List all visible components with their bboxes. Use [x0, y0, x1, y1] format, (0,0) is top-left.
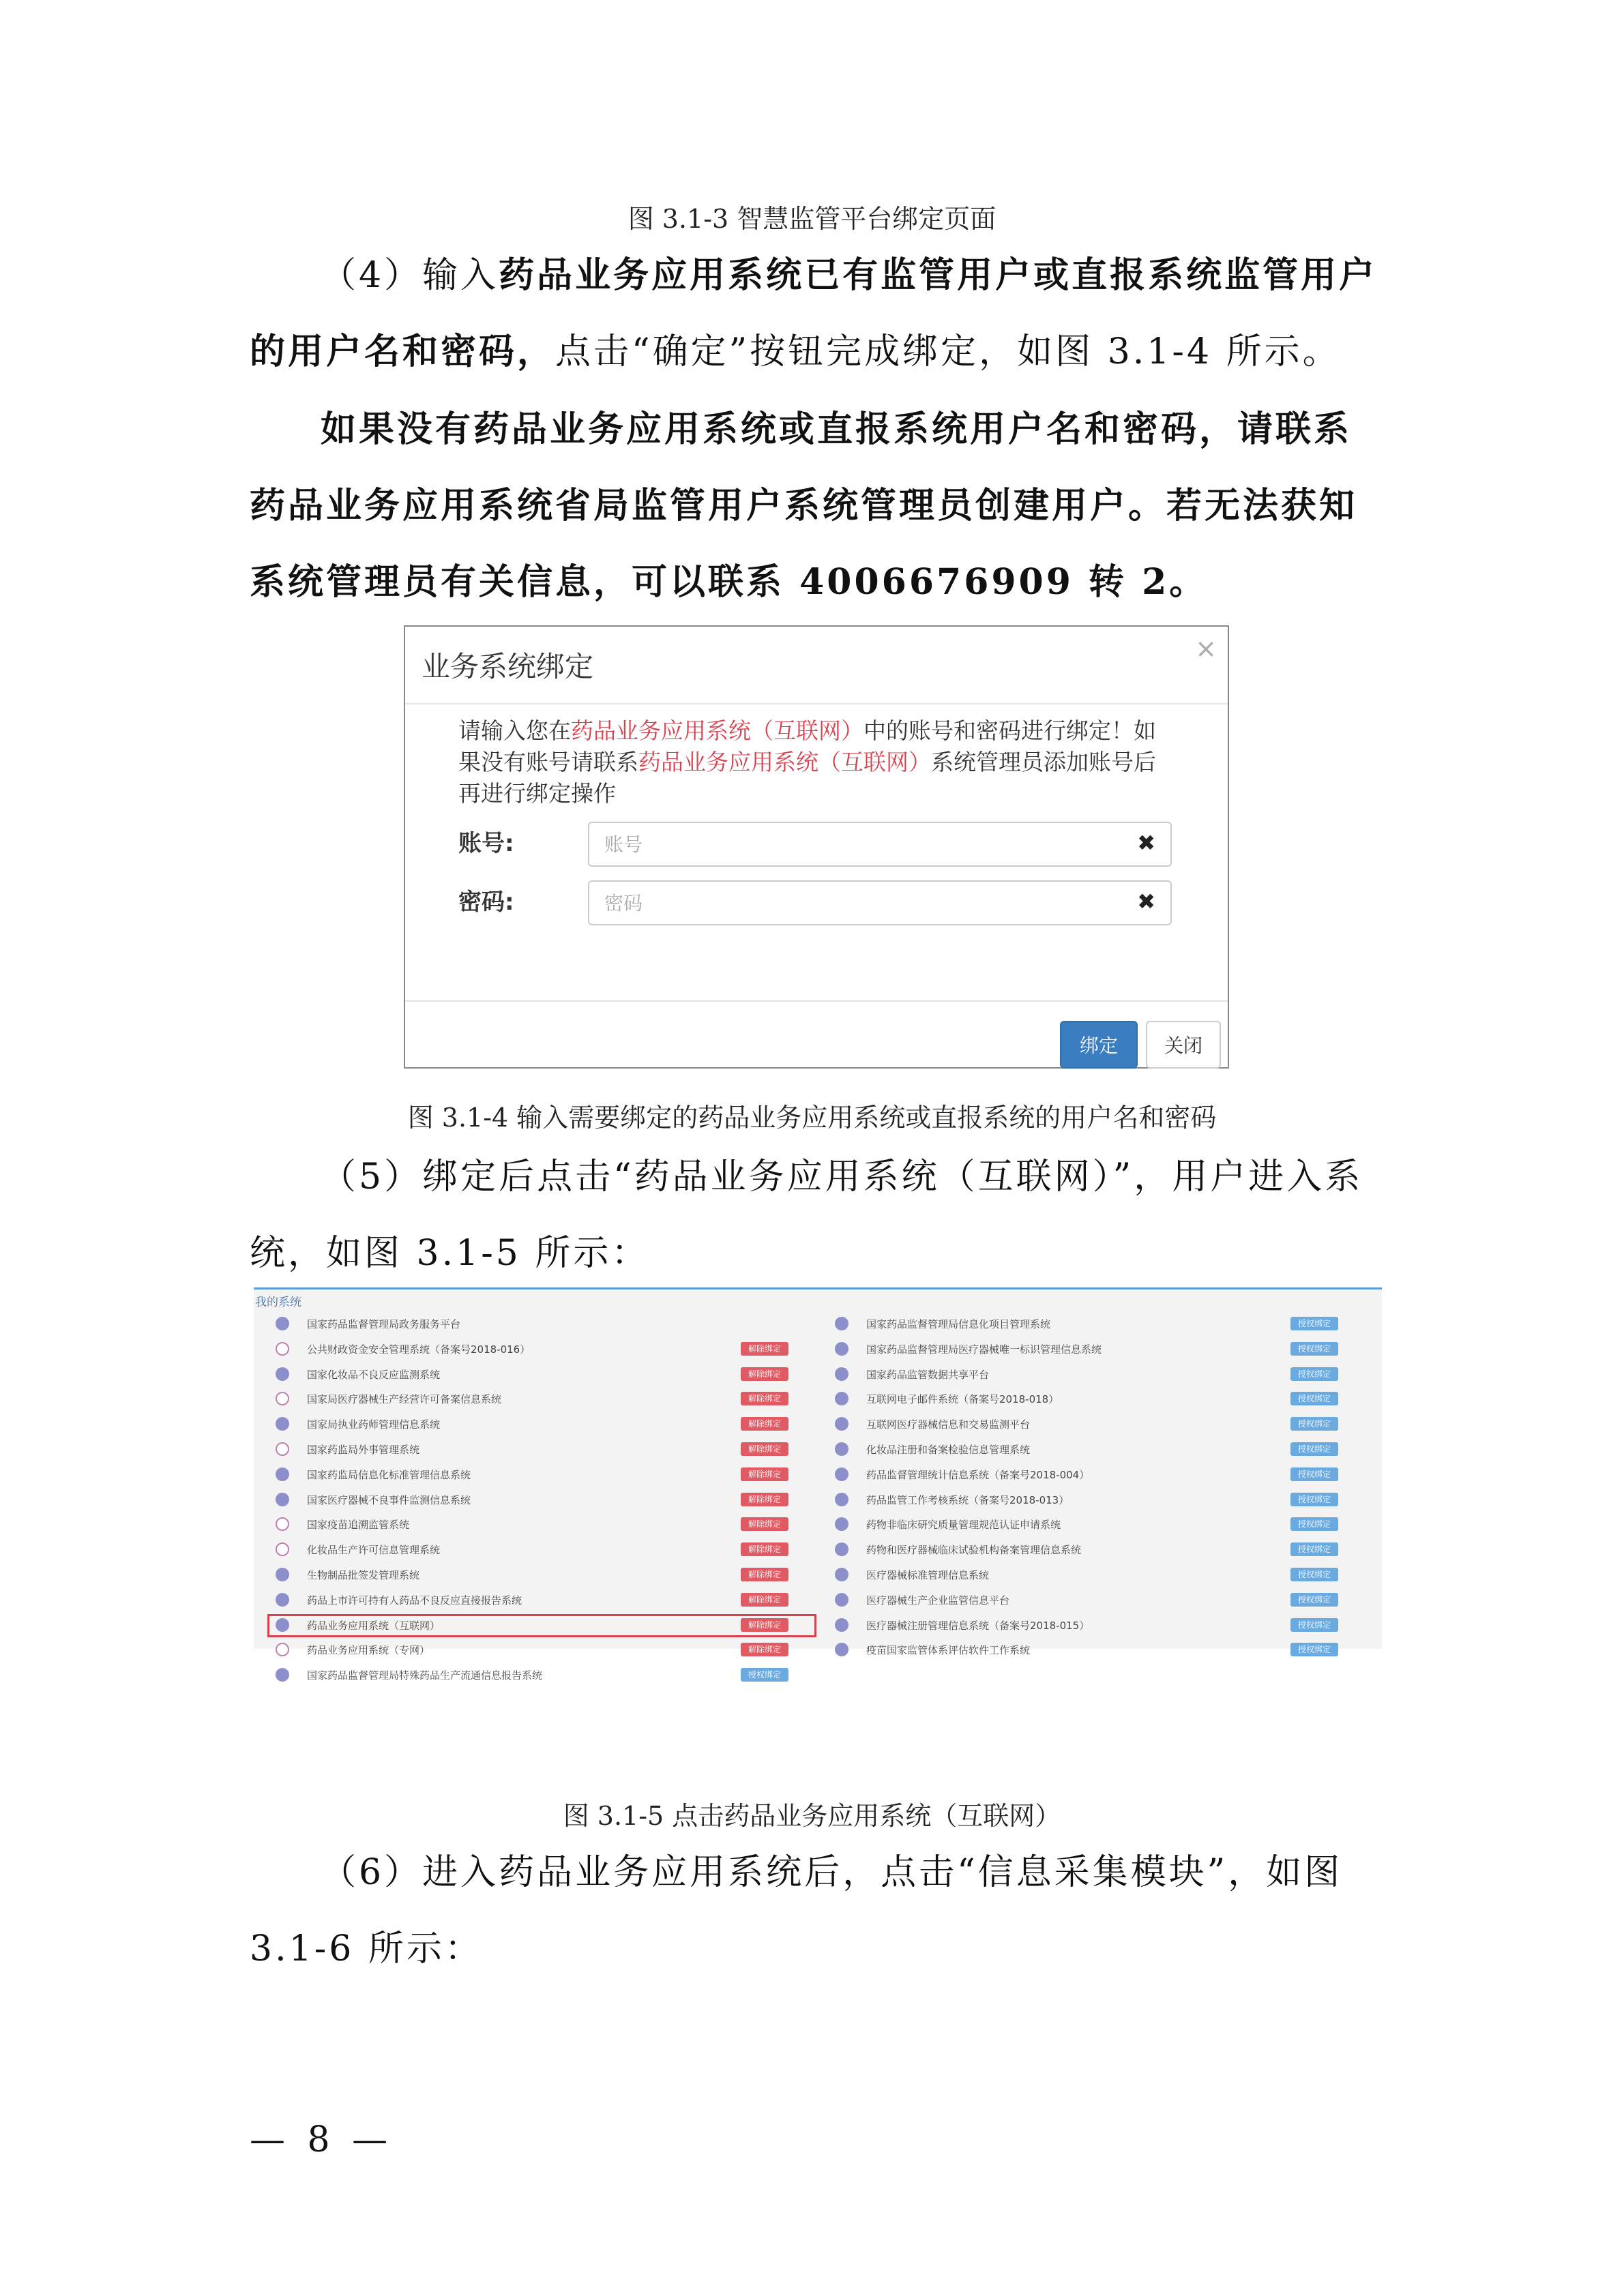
system-list-screenshot	[254, 1287, 1382, 1682]
system-icon	[276, 1442, 289, 1456]
system-icon	[835, 1618, 848, 1632]
system-list-item[interactable]	[254, 1337, 793, 1362]
dialog-header	[405, 627, 1228, 704]
system-list-right-column	[813, 1311, 1352, 1663]
auth-bind-button[interactable]: 授权绑定	[1290, 1568, 1338, 1581]
auth-bind-button[interactable]: 授权绑定	[1290, 1392, 1338, 1405]
auth-bind-button[interactable]: 授权绑定	[1290, 1517, 1338, 1531]
system-list-item[interactable]	[813, 1412, 1352, 1437]
system-list-item[interactable]	[813, 1562, 1352, 1587]
system-list-title: 我的系统	[255, 1296, 301, 1309]
system-name[interactable]: 医疗器械标准管理信息系统	[866, 1568, 990, 1581]
system-list-item[interactable]	[254, 1386, 793, 1412]
message-text: 请输入您在	[458, 717, 571, 744]
auth-bind-button[interactable]: 授权绑定	[1290, 1417, 1338, 1431]
system-icon	[835, 1317, 848, 1330]
auth-bind-button[interactable]: 授权绑定	[1290, 1618, 1338, 1632]
unbind-button[interactable]: 解除绑定	[741, 1417, 788, 1431]
system-icon	[276, 1593, 289, 1607]
system-name[interactable]: 国家疫苗追溯监管系统	[307, 1519, 410, 1532]
unbind-button[interactable]: 解除绑定	[741, 1593, 788, 1607]
system-icon	[276, 1317, 289, 1330]
system-list-item[interactable]	[813, 1311, 1352, 1337]
system-icon	[835, 1467, 848, 1481]
system-list-item[interactable]	[813, 1362, 1352, 1387]
system-list-item[interactable]	[813, 1537, 1352, 1562]
unbind-button[interactable]: 解除绑定	[741, 1342, 788, 1356]
system-list-item[interactable]	[813, 1462, 1352, 1487]
system-name[interactable]: 医疗器械注册管理信息系统（备案号2018-015）	[866, 1619, 1090, 1632]
unbind-button[interactable]: 解除绑定	[741, 1367, 788, 1381]
system-icon	[835, 1442, 848, 1456]
system-list-item[interactable]	[813, 1386, 1352, 1412]
unbind-button[interactable]: 解除绑定	[741, 1643, 788, 1656]
system-icon	[276, 1643, 289, 1656]
unbind-button[interactable]: 解除绑定	[741, 1542, 788, 1556]
unbind-button[interactable]: 解除绑定	[741, 1568, 788, 1581]
figure-caption-3-1-5: 图 3.1-5 点击药品业务应用系统（互联网）	[563, 1801, 1061, 1831]
paragraph-note: 如果没有药品业务应用系统或直报系统用户名和密码，请联系药品业务应用系统省局监管用户系统管理员创建用户。若无法获知系统管理员有关信息，可以联系 4006676909 转 2。	[250, 408, 1358, 603]
system-icon	[276, 1542, 289, 1556]
step4-suffix: 点击“确定”按钮完成绑定，如图 3.1-4 所示。	[555, 331, 1341, 372]
message-highlight: 药品业务应用系统（互联网）	[571, 717, 863, 744]
system-name[interactable]: 药物和医疗器械临床试验机构备案管理信息系统	[866, 1544, 1082, 1557]
auth-bind-button[interactable]: 授权绑定	[1290, 1643, 1338, 1656]
auth-bind-button[interactable]: 授权绑定	[1290, 1442, 1338, 1456]
system-list-item[interactable]	[254, 1613, 793, 1638]
system-name[interactable]: 公共财政资金安全管理系统（备案号2018-016）	[307, 1343, 531, 1356]
system-name[interactable]: 医疗器械生产企业监管信息平台	[866, 1594, 1010, 1607]
system-list-item[interactable]	[254, 1437, 793, 1462]
unbind-button[interactable]: 解除绑定	[741, 1392, 788, 1405]
system-icon	[276, 1467, 289, 1481]
auth-bind-button[interactable]: 授权绑定	[1290, 1342, 1338, 1356]
step4-prefix: （4）输入	[321, 255, 499, 296]
system-name[interactable]: 药品监管工作考核系统（备案号2018-013）	[866, 1493, 1069, 1506]
dialog-message	[458, 715, 1168, 809]
system-name[interactable]: 国家药监局外事管理系统	[307, 1443, 420, 1456]
password-input[interactable]	[589, 882, 1124, 924]
message-text: 系统管理员添加账号后再进行绑定操作	[458, 749, 1156, 807]
figure-caption-3-1-4: 图 3.1-4 输入需要绑定的药品业务应用系统或直报系统的用户名和密码	[407, 1103, 1217, 1133]
system-list-item[interactable]	[254, 1587, 793, 1613]
system-name[interactable]: 国家药品监督管理局特殊药品生产流通信息报告系统	[307, 1669, 543, 1682]
system-list-item[interactable]	[254, 1412, 793, 1437]
system-icon	[276, 1392, 289, 1405]
system-name[interactable]: 国家局执业药师管理信息系统	[307, 1418, 441, 1431]
close-button[interactable]: 关闭	[1146, 1021, 1221, 1069]
auth-bind-button[interactable]: 授权绑定	[1290, 1317, 1338, 1330]
unbind-button[interactable]: 解除绑定	[741, 1517, 788, 1531]
bind-dialog-screenshot	[404, 625, 1229, 1069]
system-name[interactable]: 疫苗国家监管体系评估软件工作系统	[866, 1644, 1031, 1657]
close-icon[interactable]: ×	[1195, 633, 1217, 664]
system-name[interactable]: 药品上市许可持有人药品不良反应直接报告系统	[307, 1594, 522, 1607]
system-name[interactable]: 药品业务应用系统（专网）	[307, 1644, 430, 1657]
password-label: 密码:	[458, 889, 514, 916]
system-name[interactable]: 国家局医疗器械生产经营许可备案信息系统	[307, 1393, 502, 1406]
system-icon	[835, 1392, 848, 1405]
system-name[interactable]: 生物制品批签发管理系统	[307, 1568, 420, 1581]
system-list-item[interactable]	[813, 1613, 1352, 1638]
system-list-item[interactable]	[254, 1512, 793, 1537]
system-list-item[interactable]	[254, 1537, 793, 1562]
auth-bind-button[interactable]: 授权绑定	[1290, 1367, 1338, 1381]
system-name[interactable]: 互联网电子邮件系统（备案号2018-018）	[866, 1393, 1059, 1406]
system-icon	[835, 1568, 848, 1581]
unbind-button[interactable]: 解除绑定	[741, 1493, 788, 1506]
account-label: 账号:	[458, 830, 514, 857]
unbind-button[interactable]: 解除绑定	[741, 1467, 788, 1481]
step4-bold-text: 药品业务应用系统已有监管用户或直报系统监管用户的用户名和密码，	[250, 254, 1378, 372]
dialog-title: 业务系统绑定	[422, 650, 594, 683]
bind-button[interactable]: 绑定	[1060, 1021, 1138, 1069]
system-list-item[interactable]	[813, 1637, 1352, 1663]
system-icon	[276, 1367, 289, 1381]
system-name[interactable]: 国家药品监管数据共享平台	[866, 1368, 990, 1381]
system-list-item[interactable]	[254, 1663, 793, 1688]
paragraph-step-5: （5）绑定后点击“药品业务应用系统（互联网）”，用户进入系统，如图 3.1-5 所示：	[250, 1157, 1363, 1274]
system-name[interactable]: 国家药品监督管理局医疗器械唯一标识管理信息系统	[866, 1343, 1102, 1356]
page-number: — 8 —	[250, 2119, 394, 2160]
message-text: 中的账号和密码进行绑定！如果没有账号请联系	[458, 717, 1156, 775]
system-list-item[interactable]	[254, 1562, 793, 1587]
system-list-item[interactable]	[254, 1362, 793, 1387]
paragraph-step-6: （6）进入药品业务应用系统后，点击“信息采集模块”，如图 3.1-6 所示：	[250, 1852, 1343, 1969]
system-icon	[835, 1367, 848, 1381]
system-name[interactable]: 国家药品监督管理局信息化项目管理系统	[866, 1318, 1051, 1330]
system-icon	[835, 1593, 848, 1607]
paragraph-step-4	[250, 237, 1383, 390]
system-icon	[276, 1342, 289, 1356]
dialog-footer	[405, 1000, 1228, 1002]
system-list-item[interactable]	[813, 1337, 1352, 1362]
system-icon	[835, 1342, 848, 1356]
system-icon	[276, 1493, 289, 1506]
system-icon	[276, 1668, 289, 1682]
system-list-item[interactable]	[813, 1512, 1352, 1537]
selection-highlight	[267, 1614, 816, 1637]
system-list-item[interactable]	[813, 1487, 1352, 1512]
system-list-item[interactable]	[254, 1311, 793, 1337]
system-name[interactable]: 国家医疗器械不良事件监测信息系统	[307, 1493, 471, 1506]
system-name[interactable]: 国家化妆品不良反应监测系统	[307, 1368, 441, 1381]
system-list-left-column	[254, 1311, 793, 1688]
system-icon	[276, 1417, 289, 1431]
system-name[interactable]: 药物非临床研究质量管理规范认证申请系统	[866, 1519, 1061, 1532]
unbind-button[interactable]: 解除绑定	[741, 1618, 788, 1632]
system-name[interactable]: 化妆品生产许可信息管理系统	[307, 1544, 441, 1557]
auth-bind-button[interactable]: 授权绑定	[1290, 1542, 1338, 1556]
system-icon	[276, 1568, 289, 1581]
system-list-item[interactable]	[254, 1462, 793, 1487]
auth-bind-button[interactable]: 授权绑定	[1290, 1593, 1338, 1607]
clear-icon[interactable]: ✖	[1137, 889, 1155, 914]
system-list-item[interactable]	[813, 1437, 1352, 1462]
system-name[interactable]: 化妆品注册和备案检验信息管理系统	[866, 1443, 1031, 1456]
system-name[interactable]: 国家药监局信息化标准管理信息系统	[307, 1468, 471, 1481]
system-list-item[interactable]	[254, 1637, 793, 1663]
auth-bind-button[interactable]: 授权绑定	[741, 1668, 788, 1682]
system-icon	[835, 1517, 848, 1531]
system-icon	[835, 1417, 848, 1431]
system-name[interactable]: 药品业务应用系统（互联网）	[307, 1619, 441, 1632]
system-icon	[835, 1643, 848, 1656]
system-icon	[276, 1517, 289, 1531]
auth-bind-button[interactable]: 授权绑定	[1290, 1493, 1338, 1506]
system-list-item[interactable]	[254, 1487, 793, 1512]
system-name[interactable]: 互联网医疗器械信息和交易监测平台	[866, 1418, 1031, 1431]
password-field	[588, 880, 1172, 925]
figure-caption-3-1-3: 图 3.1-3 智慧监管平台绑定页面	[628, 204, 996, 234]
unbind-button[interactable]: 解除绑定	[741, 1442, 788, 1456]
clear-icon[interactable]: ✖	[1137, 830, 1155, 856]
account-field	[588, 822, 1172, 867]
system-icon	[835, 1542, 848, 1556]
system-name[interactable]: 国家药品监督管理局政务服务平台	[307, 1318, 461, 1330]
message-highlight: 药品业务应用系统（互联网）	[638, 749, 931, 775]
system-icon	[835, 1493, 848, 1506]
system-list-item[interactable]	[813, 1587, 1352, 1613]
system-name[interactable]: 药品监督管理统计信息系统（备案号2018-004）	[866, 1468, 1090, 1481]
auth-bind-button[interactable]: 授权绑定	[1290, 1467, 1338, 1481]
account-input[interactable]	[589, 823, 1124, 865]
